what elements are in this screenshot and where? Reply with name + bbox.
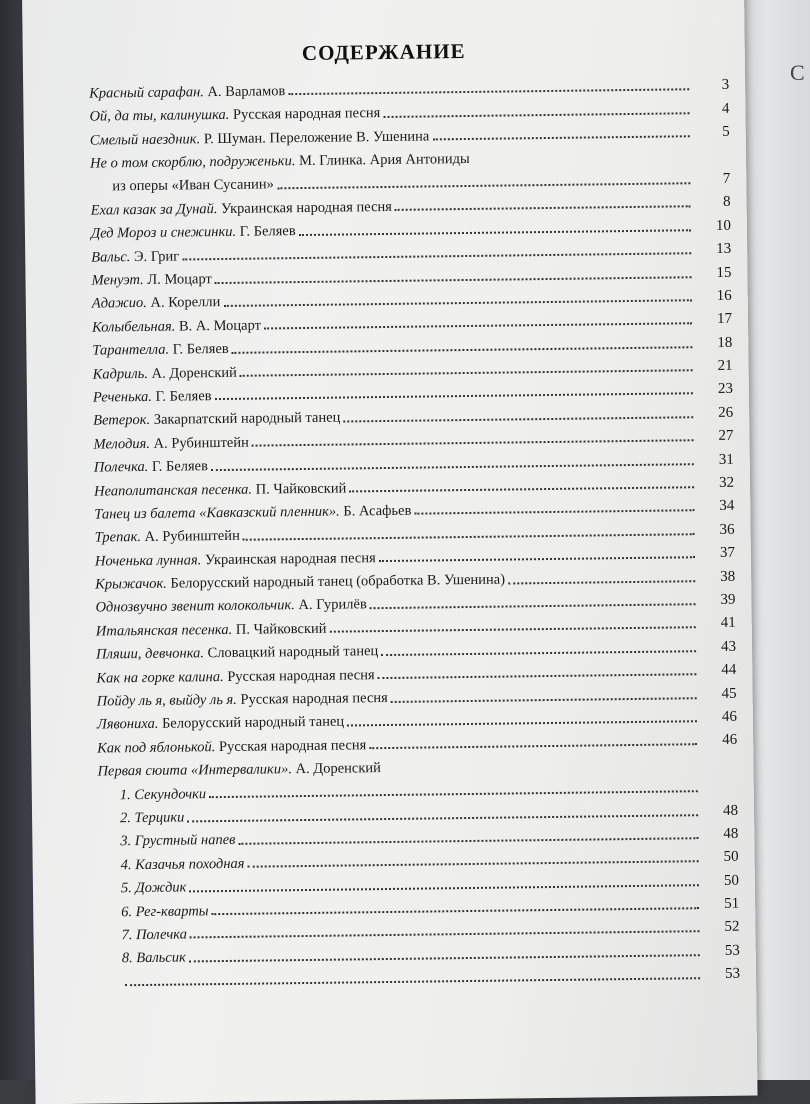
toc-leader-dots [432, 134, 690, 140]
toc-piece-title: 7. Полечка [121, 926, 187, 943]
toc-composer: Г. Беляев [236, 223, 296, 240]
toc-composer: Русская народная песня [237, 690, 388, 708]
toc-entry [89, 106, 380, 124]
toc-page-number: 37 [701, 546, 735, 561]
table-of-contents [89, 70, 740, 990]
toc-piece-title: Трепак. [95, 529, 141, 546]
toc-leader-dots [508, 579, 695, 584]
toc-page-number: 52 [705, 920, 739, 935]
toc-page-number: 8 [697, 195, 731, 210]
toc-piece-title: 3. Грустный напев [120, 832, 235, 849]
toc-composer: А. Гурилёв [295, 597, 367, 614]
toc-entry [92, 342, 228, 358]
toc-entry [94, 459, 208, 475]
toc-piece-title: Первая сюита «Интервалики». [97, 761, 292, 779]
toc-composer: А. Доренский [148, 364, 237, 381]
toc-page-number: 48 [704, 803, 738, 818]
toc-composer: П. Чайковский [232, 621, 326, 638]
toc-entry [91, 249, 179, 265]
toc-piece-title: 6. Рег-кварты [121, 903, 209, 920]
toc-leader-dots [125, 976, 700, 986]
toc-piece-title: Лявониха. [97, 716, 159, 733]
toc-entry [93, 389, 212, 405]
toc-piece-title: 4. Казачья походная [121, 856, 245, 874]
toc-entry [98, 810, 184, 826]
toc-entry [93, 365, 237, 381]
toc-entry [99, 881, 187, 897]
toc-entry [100, 951, 186, 967]
toc-piece-title: Менуэт. [91, 272, 143, 289]
toc-page-number: 48 [704, 827, 738, 842]
toc-entry [91, 272, 211, 288]
toc-piece-title: Пляши, девчонка. [96, 646, 204, 663]
toc-entry [95, 598, 366, 616]
toc-composer: Украинская народная песня [217, 199, 392, 217]
toc-composer: Словацкий народный танец [204, 643, 378, 661]
toc-page-number: 53 [706, 967, 740, 982]
toc-page-number: 39 [701, 593, 735, 608]
toc-entry [91, 224, 296, 241]
toc-page-number: 45 [703, 686, 737, 701]
toc-piece-title: Тарантелла. [92, 342, 169, 359]
toc-composer: Русская народная песня [215, 737, 366, 755]
toc-page-number: 5 [696, 125, 730, 140]
toc-page-number: 23 [699, 382, 733, 397]
toc-piece-title: Ой, да ты, калинушка. [89, 107, 229, 125]
toc-page-number: 13 [697, 242, 731, 257]
toc-page-number: 31 [700, 452, 734, 467]
toc-page-number: 17 [698, 312, 732, 327]
toc-piece-title: Итальянская песенка. [96, 622, 233, 640]
toc-composer: В. А. Моцарт [175, 317, 261, 334]
toc-composer: Л. Моцарт [144, 271, 212, 288]
toc-page-number: 44 [702, 663, 736, 678]
toc-composer: Русская народная песня [224, 667, 375, 685]
toc-page-number: 10 [697, 219, 731, 234]
toc-page-number: 3 [695, 78, 729, 93]
toc-entry [93, 411, 340, 429]
toc-piece-title: Вальс. [91, 249, 130, 265]
toc-entry [97, 738, 366, 756]
toc-page-number: 43 [702, 640, 736, 655]
toc-piece-title: Не о том скорблю, подруженьки. [90, 153, 295, 172]
toc-composer: А. Рубинштейн [141, 528, 240, 545]
toc-composer: А. Корелли [147, 294, 221, 311]
toc-entry [99, 927, 187, 943]
toc-page-number: 7 [696, 172, 730, 187]
toc-piece-title: Ноченька лунная. [95, 552, 202, 569]
toc-composer: из оперы «Иван Сусанин» [112, 177, 274, 195]
toc-entry [95, 529, 240, 545]
toc-page-number: 41 [702, 616, 736, 631]
toc-page-number: 46 [703, 733, 737, 748]
toc-piece-title: 1. Секундочки [120, 786, 206, 803]
toc-piece-title: Как под яблонькой. [97, 739, 215, 756]
toc-page-number: 16 [698, 289, 732, 304]
toc-piece-title: Красный сарафан. [89, 84, 204, 101]
toc-piece-title: Пойду ль я, выйду ль я. [97, 692, 237, 710]
toc-entry [99, 857, 245, 873]
toc-piece-title: Танец из балета «Кавказский пленник». [94, 503, 340, 522]
page-title: СОДЕРЖАНИЕ [23, 36, 745, 70]
toc-piece-title: Смелый наездник. [90, 131, 201, 148]
toc-composer: Русская народная песня [229, 105, 380, 123]
toc-composer: Г. Беляев [148, 458, 208, 475]
toc-piece-title: Однозвучно звенит колокольчик. [95, 598, 294, 616]
toc-page-number: 34 [700, 499, 734, 514]
toc-entry [93, 435, 248, 451]
toc-composer: Белорусский народный танец [158, 714, 344, 732]
toc-page-number: 46 [703, 710, 737, 725]
toc-page-number: 38 [701, 569, 735, 584]
toc-page-number: 27 [699, 429, 733, 444]
toc-piece-title: Реченька. [93, 389, 152, 406]
toc-entry [96, 644, 378, 662]
toc-piece-title: Колыбельная. [92, 318, 175, 335]
toc-piece-title: Крыжачок. [95, 576, 167, 593]
toc-entry [92, 295, 221, 311]
toc-entry [96, 668, 374, 686]
toc-entry [97, 691, 388, 709]
toc-page-number: 53 [706, 944, 740, 959]
toc-composer: Закарпатский народный танец [150, 410, 340, 428]
toc-entry [91, 200, 392, 218]
toc-piece-title: Дед Мороз и снежинки. [91, 224, 236, 242]
toc-page-number: 4 [695, 102, 729, 117]
toc-composer: М. Глинка. Ария Антониды [295, 151, 470, 169]
toc-page-number: 18 [698, 335, 732, 350]
toc-page-number: 15 [697, 265, 731, 280]
toc-composer: Э. Григ [130, 248, 179, 265]
toc-page-number: 50 [705, 850, 739, 865]
toc-page-number: 26 [699, 406, 733, 421]
book-page [22, 0, 758, 1104]
toc-entry [90, 178, 274, 195]
toc-composer: Белорусский народный танец (обработка В. Ушенина) [167, 572, 505, 592]
toc-composer: Украинская народная песня [201, 550, 376, 568]
toc-page-number: 36 [701, 523, 735, 538]
toc-entry [99, 904, 209, 920]
toc-piece-title: Как на горке калина. [96, 669, 223, 687]
toc-piece-title: 5. Дождик [121, 880, 187, 897]
toc-composer: Р. Шуман. Переложение В. Ушенина [200, 128, 429, 147]
toc-entry [98, 833, 235, 849]
toc-piece-title: 2. Терцики [120, 809, 184, 826]
toc-entry [98, 787, 206, 803]
toc-entry [89, 84, 285, 101]
toc-piece-title: Ветерок. [93, 412, 150, 429]
toc-composer: А. Рубинштейн [150, 434, 249, 451]
toc-composer: А. Доренский [292, 760, 381, 777]
toc-piece-title: Неаполитанская песенка. [94, 481, 252, 499]
toc-piece-title: 8. Вальсик [122, 950, 186, 967]
toc-page-number: 21 [699, 359, 733, 374]
toc-piece-title: Адажио. [92, 295, 147, 312]
toc-page-number: 50 [705, 873, 739, 888]
toc-entry [94, 481, 346, 499]
toc-piece-title: Мелодия. [93, 436, 150, 453]
toc-leader-dots [414, 509, 694, 515]
toc-composer: П. Чайковский [252, 480, 346, 497]
toc-piece-title: Кадриль. [93, 365, 148, 382]
toc-piece-title: Полечка. [94, 459, 149, 476]
toc-composer: А. Варламов [204, 83, 286, 100]
toc-entry [96, 622, 327, 639]
toc-composer: Г. Беляев [152, 388, 212, 405]
toc-composer: Б. Асафьев [340, 503, 412, 520]
toc-entry [95, 551, 376, 569]
next-page-fragment: С [790, 60, 805, 86]
toc-composer: Г. Беляев [169, 341, 229, 358]
toc-entry [97, 715, 344, 733]
toc-entry [97, 761, 380, 779]
toc-page-number: 32 [700, 476, 734, 491]
toc-page-number: 51 [705, 897, 739, 912]
toc-entry [92, 318, 261, 335]
toc-piece-title: Ехал казак за Дунай. [91, 201, 218, 219]
